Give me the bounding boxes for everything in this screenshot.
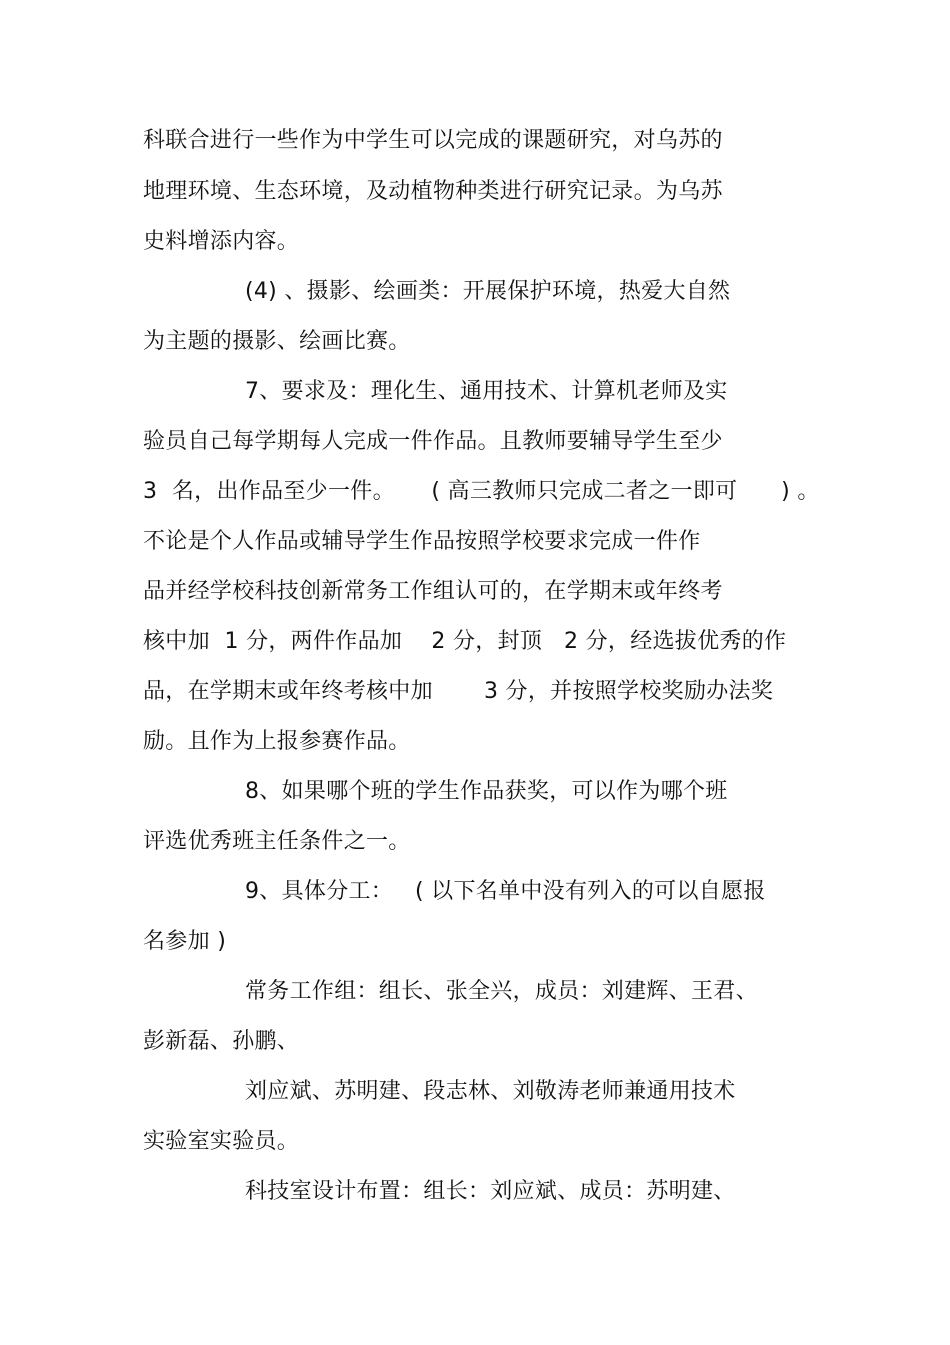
paragraph-line: 7、要求及：理化生、通用技术、计算机老师及实 (245, 379, 728, 404)
paragraph-line: 地理环境、生态环境，及动植物种类进行研究记录。为乌苏 (143, 179, 723, 204)
paragraph-line: 彭新磊、孙鹏、 (143, 1029, 300, 1054)
paragraph-line: 为主题的摄影、绘画比赛。 (143, 329, 411, 354)
paragraph-line: 实验室实验员。 (143, 1129, 300, 1154)
paragraph-line: 验员自己每学期每人完成一件作品。且教师要辅导学生至少 (143, 429, 723, 454)
paragraph-line: 9、具体分工： ( 以下名单中没有列入的可以自愿报 (245, 879, 766, 904)
paragraph-line: 8、如果哪个班的学生作品获奖，可以作为哪个班 (245, 779, 728, 804)
paragraph-line: 刘应斌、苏明建、段志林、刘敬涛老师兼通用技术 (245, 1079, 736, 1104)
paragraph-line: 史料增添内容。 (143, 229, 300, 254)
paragraph-line: 核中加 1 分，两件作品加 2 分，封顶 2 分，经选拔优秀的作 (143, 629, 787, 654)
paragraph-line: 名参加 ) (143, 929, 227, 954)
paragraph-line: 品并经学校科技创新常务工作组认可的，在学期末或年终考 (143, 579, 723, 604)
paragraph-line: 科联合进行一些作为中学生可以完成的课题研究，对乌苏的 (143, 128, 723, 153)
paragraph-line: (4) 、摄影、绘画类：开展保护环境，热爱大自然 (245, 279, 731, 304)
paragraph-line: 评选优秀班主任条件之一。 (143, 829, 411, 854)
paragraph-line: 常务工作组：组长、张全兴，成员：刘建辉、王君、 (245, 979, 758, 1004)
paragraph-line: 励。且作为上报参赛作品。 (143, 729, 411, 754)
paragraph-line: 科技室设计布置：组长：刘应斌、成员：苏明建、 (245, 1179, 736, 1204)
paragraph-line: 品，在学期末或年终考核中加 3 分，并按照学校奖励办法奖 (143, 679, 774, 704)
paragraph-line: 不论是个人作品或辅导学生作品按照学校要求完成一件作 (143, 529, 701, 554)
paragraph-line: 3 名，出作品至少一件。 ( 高三教师只完成二者之一即可 ) 。 (143, 479, 820, 504)
